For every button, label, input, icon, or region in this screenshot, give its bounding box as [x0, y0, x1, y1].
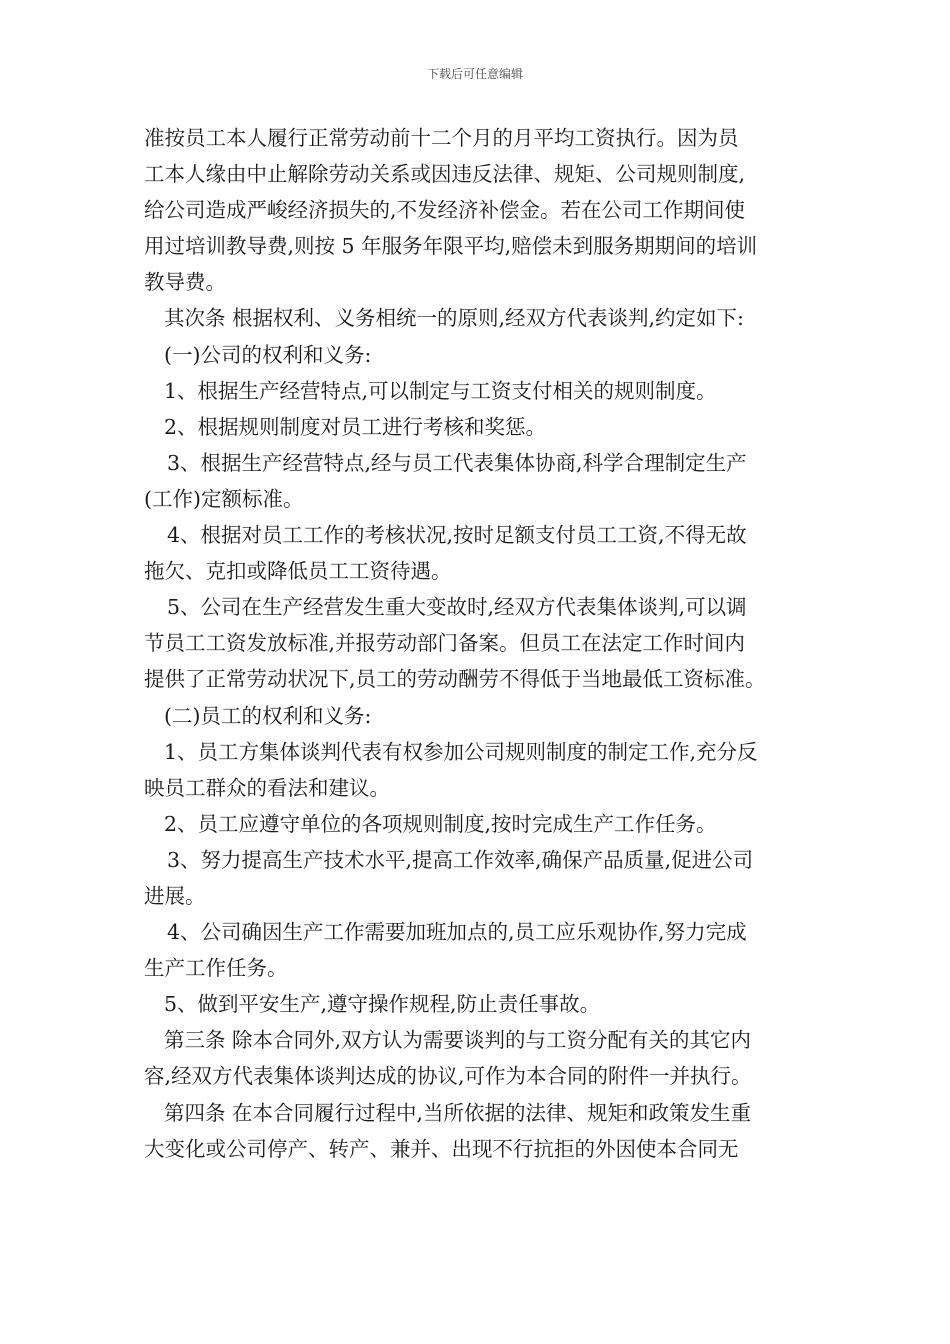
text-line: 生产工作任务。	[144, 956, 288, 981]
text-line: 1、员工方集体谈判代表有权参加公司规则制度的制定工作,充分反	[164, 739, 758, 764]
text-line: (工作)定额标准。	[144, 486, 304, 511]
text-line: 进展。	[144, 883, 206, 908]
page-header: 下载后可任意编辑	[426, 67, 523, 81]
text-line: 提供了正常劳动状况下,员工的劳动酬劳不得低于当地最低工资标准。	[144, 667, 766, 692]
text-line: 大变化或公司停产、转产、兼并、出现不行抗拒的外因使本合同无	[144, 1136, 739, 1161]
text-line: 映员工群众的看法和建议。	[144, 775, 390, 800]
text-line: 拖欠、克扣或降低员工工资待遇。	[144, 559, 452, 584]
text-line: 第四条 在本合同履行过程中,当所依据的法律、规矩和政策发生重	[164, 1100, 752, 1125]
text-line: 2、根据规则制度对员工进行考核和奖惩。	[164, 414, 547, 439]
document-body	[144, 120, 808, 1167]
text-line: 3、根据生产经营特点,经与员工代表集体协商,科学合理制定生产	[167, 450, 747, 475]
text-line: 5、公司在生产经营发生重大变故时,经双方代表集体谈判,可以调	[167, 595, 747, 620]
text-line: 第三条 除本合同外,双方认为需要谈判的与工资分配有关的其它内	[164, 1028, 752, 1053]
text-line: 容,经双方代表集体谈判达成的协议,可作为本合同的附件一并执行。	[144, 1064, 752, 1089]
text-line: 教导费。	[144, 270, 226, 295]
text-line: 4、根据对员工工作的考核状况,按时足额支付员工工资,不得无故	[167, 523, 747, 548]
text-line: 3、努力提高生产技术水平,提高工作效率,确保产品质量,促进公司	[167, 847, 754, 872]
text-line: 给公司造成严峻经济损失的,不发经济补偿金。若在公司工作期间使	[144, 198, 746, 223]
text-line: 工本人缘由中止解除劳动关系或因违反法律、规矩、公司规则制度,	[144, 162, 746, 187]
text-line: 用过培训教导费,则按 5 年服务年限平均,赔偿未到服务期期间的培训	[144, 234, 758, 259]
text-line: 准按员工本人履行正常劳动前十二个月的月平均工资执行。因为员	[144, 126, 739, 150]
text-line: 节员工工资发放标准,并报劳动部门备案。但员工在法定工作时间内	[144, 631, 746, 656]
text-line: 4、公司确因生产工作需要加班加点的,员工应乐观协作,努力完成	[167, 920, 747, 945]
text-line: (一)公司的权利和义务:	[164, 342, 372, 367]
text-line: 其次条 根据权利、义务相统一的原则,经双方代表谈判,约定如下:	[164, 306, 744, 331]
text-line: 5、做到平安生产,遵守操作规程,防止责任事故。	[164, 992, 601, 1017]
text-line: 2、员工应遵守单位的各项规则制度,按时完成生产工作任务。	[164, 811, 717, 836]
text-line: 1、根据生产经营特点,可以制定与工资支付相关的规则制度。	[164, 378, 717, 403]
text-line: (二)员工的权利和义务:	[164, 703, 372, 728]
